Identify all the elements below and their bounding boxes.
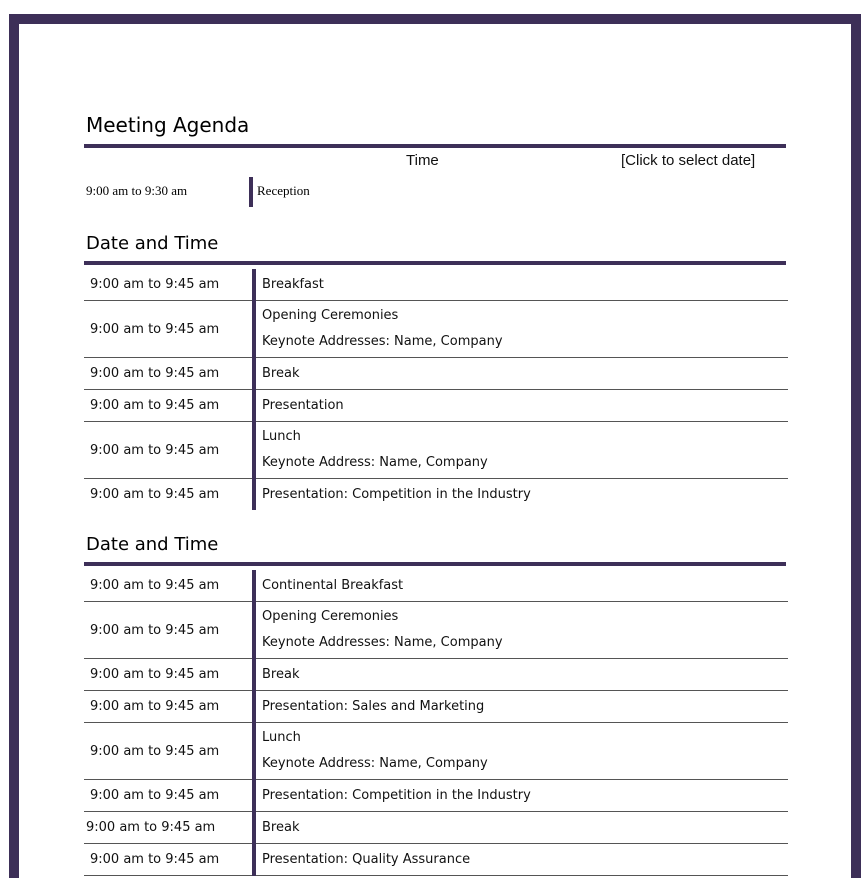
row-line: Keynote Addresses: Name, Company	[262, 334, 503, 349]
row-line: Breakfast	[262, 276, 324, 292]
table-row	[84, 570, 788, 602]
row-line: Break	[262, 819, 300, 835]
row-time[interactable]: 9:00 am to 9:45 am	[84, 812, 254, 844]
table-row	[84, 602, 788, 659]
reception-time[interactable]: 9:00 am to 9:30 am	[86, 183, 188, 198]
section-rule-1	[84, 261, 786, 265]
reception-row	[84, 177, 786, 207]
row-description[interactable]	[254, 780, 788, 812]
row-line: Keynote Addresses: Name, Company	[262, 635, 503, 650]
row-description[interactable]	[254, 422, 788, 479]
row-time[interactable]: 9:00 am to 9:45 am	[84, 723, 254, 780]
table-row	[84, 844, 788, 876]
row-line: Presentation: Sales and Marketing	[262, 698, 485, 714]
reception-description[interactable]: Reception	[257, 183, 310, 198]
row-time[interactable]: 9:00 am to 9:45 am	[84, 479, 254, 511]
section-heading-2[interactable]: Date and Time	[86, 534, 219, 555]
row-time[interactable]: 9:00 am to 9:45 am	[84, 780, 254, 812]
row-description[interactable]	[254, 723, 788, 780]
row-time[interactable]: 9:00 am to 9:45 am	[84, 844, 254, 876]
row-line: Keynote Address: Name, Company	[262, 455, 488, 470]
table-row	[84, 269, 788, 301]
reception-divider	[249, 177, 253, 207]
row-time[interactable]: 9:00 am to 9:45 am	[84, 570, 254, 602]
document-title[interactable]: Meeting Agenda	[86, 113, 250, 137]
row-time[interactable]: 9:00 am to 9:45 am	[84, 390, 254, 422]
row-description[interactable]	[254, 479, 788, 511]
agenda-table-2	[84, 570, 788, 876]
row-description[interactable]	[254, 691, 788, 723]
row-time[interactable]: 9:00 am to 9:45 am	[84, 301, 254, 358]
row-line: Presentation: Competition in the Industry	[262, 486, 531, 502]
row-description[interactable]	[254, 812, 788, 844]
table-row	[84, 723, 788, 780]
table-row	[84, 659, 788, 691]
table-row	[84, 691, 788, 723]
row-line: Lunch	[262, 429, 301, 444]
agenda-table-1	[84, 269, 788, 510]
row-time[interactable]: 9:00 am to 9:45 am	[84, 358, 254, 390]
row-line: Lunch	[262, 730, 301, 745]
table-row	[84, 812, 788, 844]
table-row	[84, 422, 788, 479]
row-line: Continental Breakfast	[262, 577, 404, 593]
row-time[interactable]: 9:00 am to 9:45 am	[84, 659, 254, 691]
table-row	[84, 780, 788, 812]
time-label[interactable]: Time	[406, 152, 439, 169]
row-line: Presentation	[262, 397, 344, 413]
table-row	[84, 390, 788, 422]
section-rule-2	[84, 562, 786, 566]
table-row	[84, 479, 788, 511]
row-description[interactable]	[254, 390, 788, 422]
row-line: Presentation: Competition in the Industry	[262, 787, 531, 803]
row-description[interactable]	[254, 602, 788, 659]
table-row	[84, 301, 788, 358]
row-line: Break	[262, 666, 300, 682]
header-labels	[84, 152, 786, 172]
row-description[interactable]	[254, 844, 788, 876]
row-description[interactable]	[254, 358, 788, 390]
row-description[interactable]	[254, 269, 788, 301]
row-line: Break	[262, 365, 300, 381]
table-row	[84, 358, 788, 390]
row-line: Opening Ceremonies	[262, 308, 399, 323]
row-time[interactable]: 9:00 am to 9:45 am	[84, 422, 254, 479]
row-description[interactable]	[254, 570, 788, 602]
row-time[interactable]: 9:00 am to 9:45 am	[84, 602, 254, 659]
row-description[interactable]	[254, 301, 788, 358]
row-line: Keynote Address: Name, Company	[262, 756, 488, 771]
row-line: Opening Ceremonies	[262, 609, 399, 624]
title-rule	[84, 144, 786, 148]
section-heading-1[interactable]: Date and Time	[86, 233, 219, 254]
row-line: Presentation: Quality Assurance	[262, 851, 471, 867]
row-time[interactable]: 9:00 am to 9:45 am	[84, 691, 254, 723]
row-description[interactable]	[254, 659, 788, 691]
row-time[interactable]: 9:00 am to 9:45 am	[84, 269, 254, 301]
date-picker-placeholder[interactable]: [Click to select date]	[621, 152, 756, 169]
